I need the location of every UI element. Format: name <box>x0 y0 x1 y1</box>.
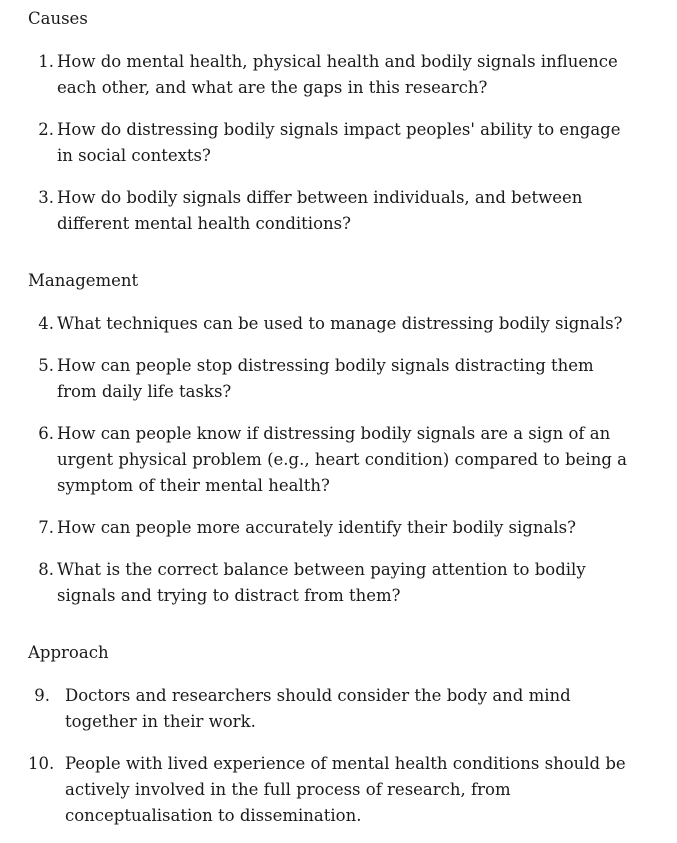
item-number: 3. <box>38 188 54 207</box>
item-text: How can people know if distressing bodily signals are a sign of an urgent physical problem (e.g., heart condition) compared to being a symptom of their mental health? <box>57 424 627 495</box>
item-number: 9. <box>34 686 50 705</box>
item-text: What is the correct balance between paying attention to bodily signals and trying to distract from them? <box>57 560 586 605</box>
item-number: 7. <box>38 518 54 537</box>
item-number: 1. <box>38 52 54 71</box>
item-number: 2. <box>38 120 54 139</box>
item-text: People with lived experience of mental health conditions should be actively involved in the full process of research, from conceptualisation to dissemination. <box>65 754 626 825</box>
item-text: How do bodily signals differ between individuals, and between different mental health conditions? <box>57 188 583 233</box>
item-number: 6. <box>38 424 54 443</box>
item-number: 8. <box>38 560 54 579</box>
section-heading-causes: Causes <box>28 9 88 28</box>
item-text: How can people more accurately identify their bodily signals? <box>57 518 576 537</box>
item-number: 4. <box>38 314 54 333</box>
item-text: How do mental health, physical health and bodily signals influence each other, and what are the gaps in this research? <box>57 52 618 97</box>
item-text: Doctors and researchers should consider the body and mind together in their work. <box>65 686 571 731</box>
item-number: 5. <box>38 356 54 375</box>
item-text: How can people stop distressing bodily signals distracting them from daily life tasks? <box>57 356 594 401</box>
section-heading-management: Management <box>28 271 139 290</box>
item-text: What techniques can be used to manage distressing bodily signals? <box>57 314 623 333</box>
item-text: How do distressing bodily signals impact peoples' ability to engage in social contexts? <box>57 120 621 165</box>
item-number: 10. <box>28 754 55 773</box>
section-heading-approach: Approach <box>28 643 109 662</box>
